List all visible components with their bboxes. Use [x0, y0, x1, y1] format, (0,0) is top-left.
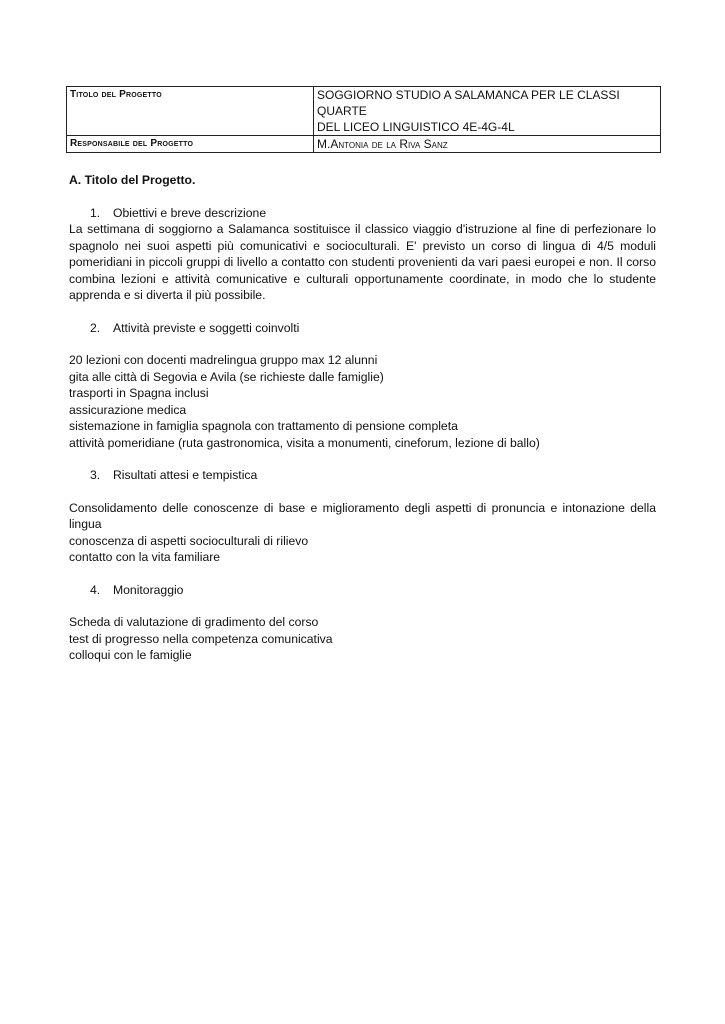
project-responsible-row — [67, 136, 661, 153]
list-item: 20 lezioni con docenti madrelingua gruppo max 12 alunni — [69, 353, 378, 367]
section-3-heading: 3. Risultati attesi e tempistica — [90, 468, 258, 482]
list-item: Scheda di valutazione di gradimento del corso — [69, 615, 319, 629]
document-body — [69, 172, 656, 664]
project-title-label: Titolo del Progetto — [67, 87, 314, 136]
project-responsible-value: M.Antonia de la Riva Sanz — [314, 136, 661, 153]
project-responsible-label: Responsabile del Progetto — [67, 136, 314, 153]
section-title: A. Titolo del Progetto. — [69, 173, 196, 187]
section-1-heading: 1. Obiettivi e breve descrizione — [90, 205, 267, 220]
list-item: contatto con la vita familiare — [69, 550, 221, 564]
project-title-line1: SOGGIORNO STUDIO A SALAMANCA PER LE CLASSI QUARTE — [317, 88, 620, 118]
list-item: attività pomeridiane (ruta gastronomica, visita a monumenti, cineforum, lezione di ballo) — [69, 435, 540, 450]
list-item: colloqui con le famiglie — [69, 648, 192, 662]
list-item: conoscenza di aspetti socioculturali di rilievo — [69, 533, 309, 548]
project-title-line2: DEL LICEO LINGUISTICO 4E-4G-4L — [317, 120, 515, 134]
section-2-heading: 2. Attività previste e soggetti coinvolti — [90, 320, 300, 335]
section-4-heading: 4. Monitoraggio — [90, 582, 184, 597]
project-title-value — [314, 87, 661, 136]
project-header-table — [66, 86, 661, 153]
list-item: gita alle città di Segovia e Avila (se richieste dalle famiglie) — [69, 369, 384, 384]
section-3-paragraph: Consolidamento delle conoscenze di base e miglioramento degli aspetti di pronuncia e intonazione della lingua — [69, 500, 656, 531]
project-title-row — [67, 87, 661, 136]
list-item: test di progresso nella competenza comunicativa — [69, 631, 333, 646]
list-item: sistemazione in famiglia spagnola con trattamento di pensione completa — [69, 419, 458, 433]
section-1-paragraph: La settimana di soggiorno a Salamanca sostituisce il classico viaggio d'istruzione al fine di perfezionare lo spagnolo nei suoi aspetti più comunicativi e socioculturali. E' previsto un corso di lingua di 4/5 moduli pomeridiani in piccoli gruppi di livello a contatto con studenti provenienti da vari paesi europei e non. Il corso combina lezioni e attività comunicative e culturali opportunamente coordinate, in modo che lo studente apprenda e si diverta il più possibile. — [69, 222, 656, 302]
list-item: assicurazione medica — [69, 402, 187, 417]
list-item: trasporti in Spagna inclusi — [69, 386, 209, 400]
